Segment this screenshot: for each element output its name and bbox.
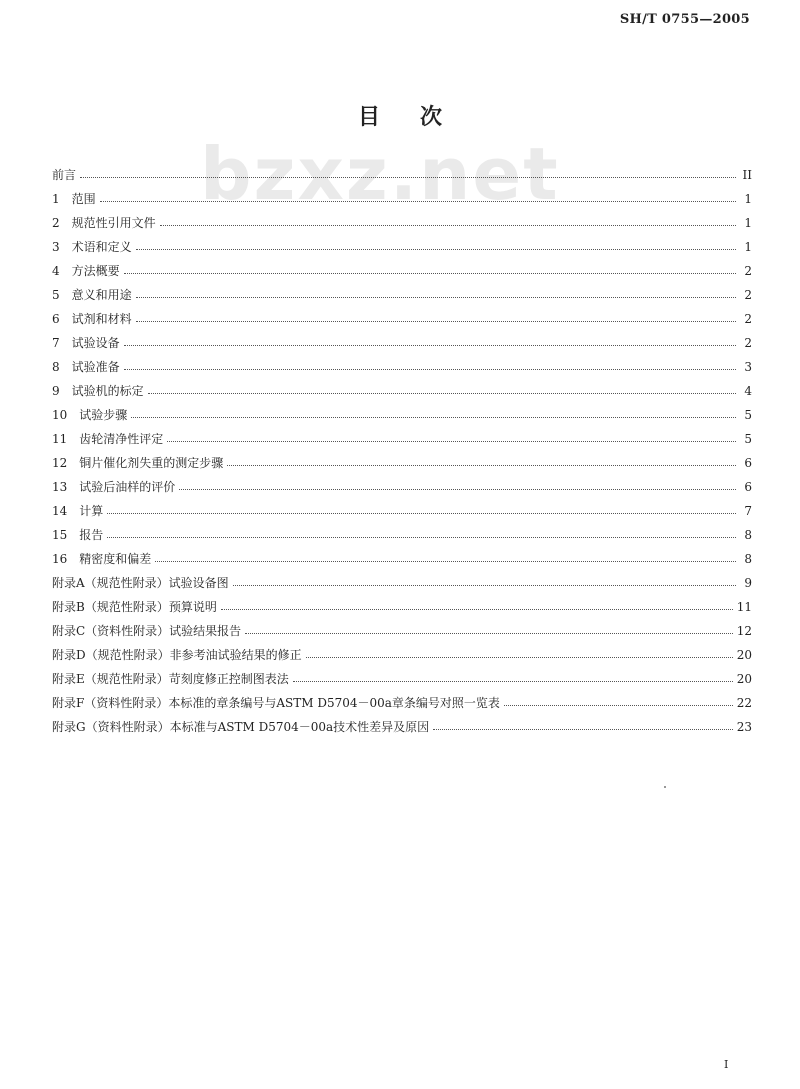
toc-entry (52, 355, 752, 379)
toc-entry-page: 22 (736, 696, 752, 710)
toc-entry-page: 12 (736, 624, 752, 638)
toc-entry-label: 7 试验设备 (52, 336, 120, 350)
toc-entry (52, 235, 752, 259)
toc-entry-label: 16 精密度和偏差 (52, 552, 152, 566)
toc-entry-label: 附录B（规范性附录）预算说明 (52, 600, 217, 614)
watermark: bzxz.net (200, 132, 560, 216)
toc-entry-page: 2 (744, 264, 752, 278)
toc-entry-page: 2 (744, 288, 752, 302)
toc-entry (52, 187, 752, 211)
toc-entry-page: 11 (736, 600, 752, 614)
toc-entry (52, 547, 752, 571)
toc-leader-dots (80, 176, 736, 178)
speck-mark (664, 786, 666, 788)
toc-leader-dots (433, 728, 733, 730)
toc-entry-label: 3 术语和定义 (52, 240, 132, 254)
toc-entry (52, 571, 752, 595)
toc-entry-label: 12 铜片催化剂失重的测定步骤 (52, 456, 224, 470)
toc-entry (52, 619, 752, 643)
toc-entry-label: 11 齿轮清净性评定 (52, 432, 164, 446)
toc-entry-page: 2 (744, 336, 752, 350)
toc-leader-dots (124, 272, 736, 274)
toc-leader-dots (124, 368, 736, 370)
toc-entry-label: 1 范围 (52, 192, 96, 206)
toc-entry-page: 6 (744, 480, 752, 494)
page-number: I (724, 1058, 729, 1071)
toc-entry-page: 8 (744, 552, 752, 566)
toc-leader-dots (179, 488, 736, 490)
toc-entry-page: 6 (744, 456, 752, 470)
toc-leader-dots (167, 440, 736, 442)
toc-entry-page: 3 (744, 360, 752, 374)
toc-entry-page: 5 (744, 408, 752, 422)
toc-entry-label: 6 试剂和材料 (52, 312, 132, 326)
toc-leader-dots (227, 464, 736, 466)
toc-leader-dots (100, 200, 736, 202)
toc-entry (52, 667, 752, 691)
toc-entry-page: II (742, 168, 752, 182)
toc-entry (52, 595, 752, 619)
toc-leader-dots (233, 584, 736, 586)
toc-leader-dots (221, 608, 733, 610)
toc-entry-page: 1 (744, 240, 752, 254)
toc-entry (52, 451, 752, 475)
toc-entry-label: 附录A（规范性附录）试验设备图 (52, 576, 229, 590)
toc-entry (52, 163, 752, 187)
toc-entry-label: 4 方法概要 (52, 264, 120, 278)
toc-entry-page: 5 (744, 432, 752, 446)
toc-entry-label: 2 规范性引用文件 (52, 216, 156, 230)
toc-entry (52, 283, 752, 307)
toc-entry-label: 附录G（资料性附录）本标准与ASTM D5704－00a技术性差异及原因 (52, 720, 430, 734)
toc-entry-label: 13 试验后油样的评价 (52, 480, 176, 494)
toc-entry (52, 379, 752, 403)
toc-entry-page: 4 (744, 384, 752, 398)
toc-leader-dots (160, 224, 736, 226)
toc-entry (52, 643, 752, 667)
toc-leader-dots (293, 680, 733, 682)
toc-leader-dots (306, 656, 733, 658)
toc-entry-page: 20 (736, 648, 752, 662)
toc-leader-dots (107, 536, 736, 538)
document-code: SH/T 0755—2005 (619, 12, 750, 27)
toc-leader-dots (107, 512, 736, 514)
toc-leader-dots (136, 320, 736, 322)
toc-entry (52, 715, 752, 739)
toc-entry-page: 23 (736, 720, 752, 734)
toc-entry (52, 691, 752, 715)
toc-entry-page: 7 (744, 504, 752, 518)
toc-leader-dots (504, 704, 733, 706)
toc-entry-label: 前言 (52, 168, 77, 182)
toc-entry-page: 9 (744, 576, 752, 590)
toc-entry (52, 475, 752, 499)
toc-entry-label: 附录C（资料性附录）试验结果报告 (52, 624, 242, 638)
toc-entry (52, 523, 752, 547)
toc-leader-dots (155, 560, 736, 562)
toc-entry (52, 307, 752, 331)
toc-entry-page: 1 (744, 192, 752, 206)
toc-leader-dots (148, 392, 736, 394)
toc-entry-page: 1 (744, 216, 752, 230)
toc-entry-page: 2 (744, 312, 752, 326)
toc-leader-dots (124, 344, 736, 346)
toc-entry-label: 附录D（规范性附录）非参考油试验结果的修正 (52, 648, 302, 662)
toc-entry-label: 8 试验准备 (52, 360, 120, 374)
toc-entry-label: 附录F（资料性附录）本标准的章条编号与ASTM D5704－00a章条编号对照一览表 (52, 696, 500, 710)
toc-entry-page: 20 (736, 672, 752, 686)
toc-leader-dots (245, 632, 733, 634)
toc-leader-dots (131, 416, 736, 418)
toc-entry-label: 9 试验机的标定 (52, 384, 144, 398)
toc-entry-label: 15 报告 (52, 528, 104, 542)
toc-entry-page: 8 (744, 528, 752, 542)
toc-entry (52, 331, 752, 355)
toc-entry (52, 499, 752, 523)
table-of-contents (52, 163, 752, 739)
page-title: 目次 (357, 104, 482, 130)
toc-leader-dots (136, 248, 736, 250)
toc-entry-label: 附录E（规范性附录）苛刻度修正控制图表法 (52, 672, 289, 686)
toc-entry-label: 5 意义和用途 (52, 288, 132, 302)
toc-entry (52, 427, 752, 451)
toc-entry (52, 403, 752, 427)
toc-entry-label: 10 试验步骤 (52, 408, 128, 422)
toc-leader-dots (136, 296, 736, 298)
toc-entry-label: 14 计算 (52, 504, 104, 518)
toc-entry (52, 211, 752, 235)
toc-entry (52, 259, 752, 283)
